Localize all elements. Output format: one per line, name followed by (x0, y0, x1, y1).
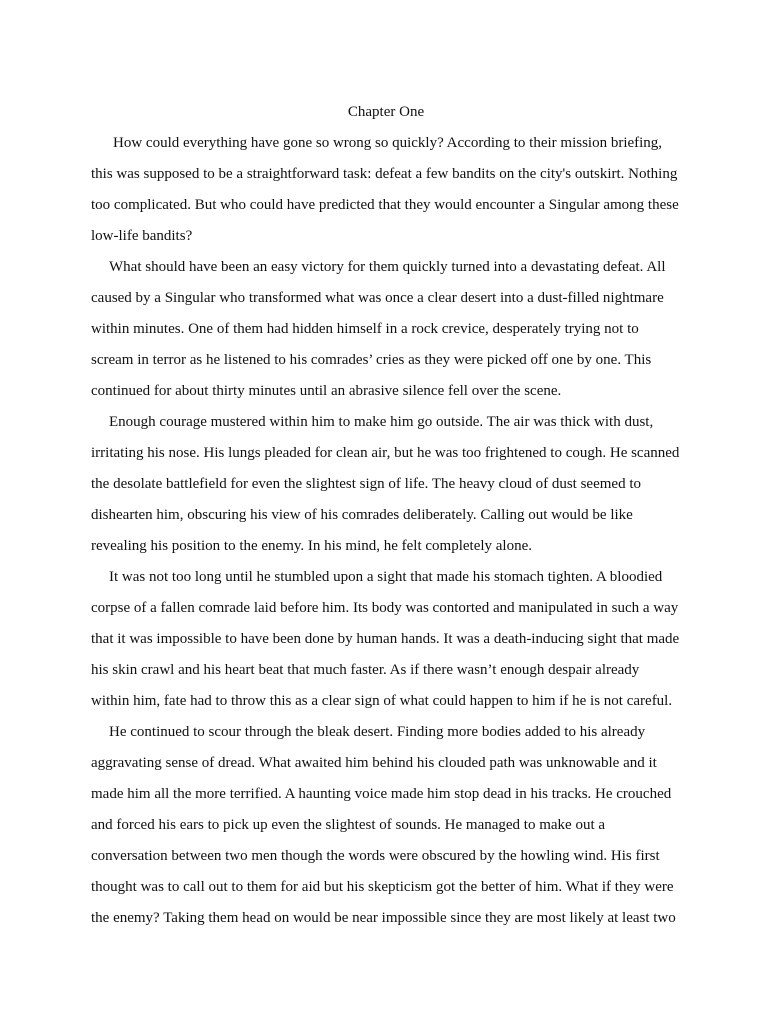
document-body (91, 97, 681, 934)
chapter-title: Chapter One (347, 104, 425, 120)
paragraph-4: It was not too long until he stumbled upon a sight that made his stomach tighten. A bloodied corpse of a fallen comrade laid before him. Its body was contorted and manipulated in such a way that it was impossible to have been done by human hands. It was a death-inducing sight that made his skin crawl and his heart beat that much faster. As if there wasn’t enough despair already within him, fate had to throw this as a clear sign of what could happen to him if he is not careful. (91, 569, 680, 709)
paragraph-2: What should have been an easy victory for them quickly turned into a devastating defeat. All caused by a Singular who transformed what was once a clear desert into a dust-filled nightmare within minutes. One of them had hidden himself in a rock crevice, desperately trying not to scream in terror as he listened to his comrades’ cries as they were picked off one by one. This continued for about thirty minutes until an abrasive silence fell over the scene. (91, 259, 666, 399)
paragraph-1: How could everything have gone so wrong so quickly? According to their mission briefing, this was supposed to be a straightforward task: defeat a few bandits on the city's outskirt. Nothing too complicated. But who could have predicted that they would encounter a Singular among these low-life bandits? (91, 135, 679, 244)
paragraph-3: Enough courage mustered within him to make him go outside. The air was thick with dust, irritating his nose. His lungs pleaded for clean air, but he was too frightened to cough. He scanned the desolate battlefield for even the slightest sign of life. The heavy cloud of dust seemed to dishearten him, obscuring his view of his comrades deliberately. Calling out would be like revealing his position to the enemy. In his mind, he felt completely alone. (91, 414, 680, 554)
paragraph-5: He continued to scour through the bleak desert. Finding more bodies added to his already aggravating sense of dread. What awaited him behind his clouded path was unknowable and it made him all the more terrified. A haunting voice made him stop dead in his tracks. He crouched and forced his ears to pick up even the slightest of sounds. He managed to make out a conversation between two men though the words were obscured by the howling wind. His first thought was to call out to them for aid but his skepticism got the better of him. What if they were the enemy? Taking them head on would be near impossible since they are most likely at least two (91, 724, 676, 926)
